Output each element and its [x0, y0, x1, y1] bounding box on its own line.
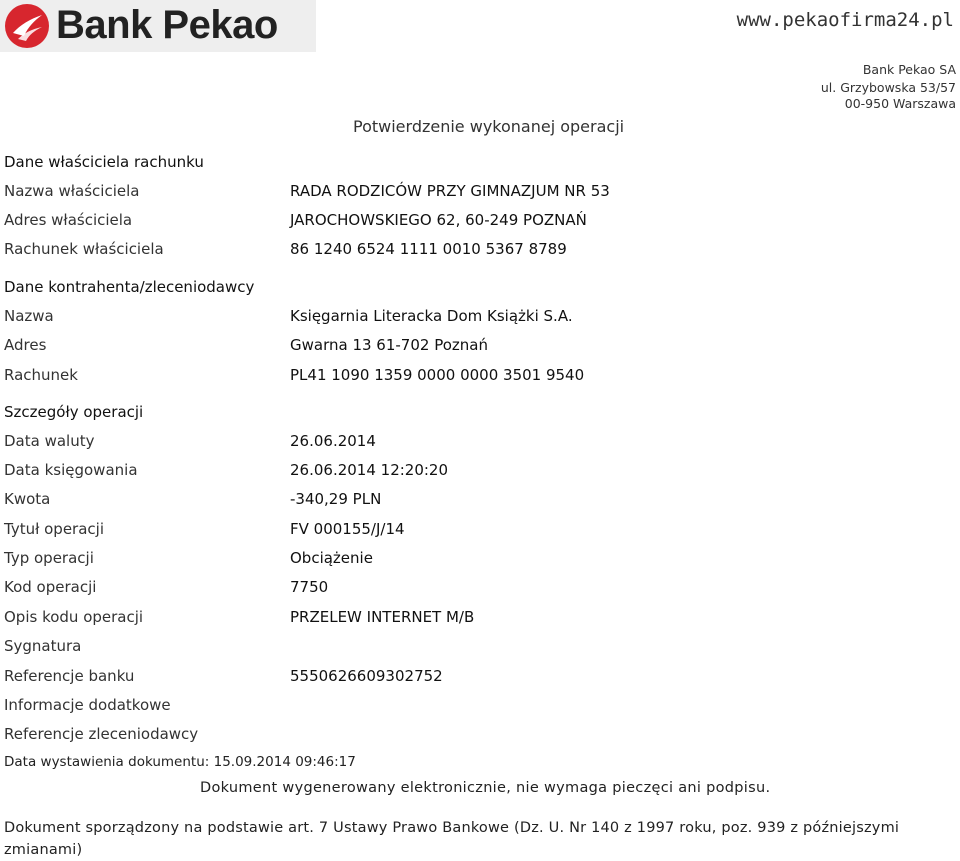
counterparty-account-label: Rachunek	[4, 366, 78, 384]
electronic-document-note: Dokument wygenerowany elektronicznie, nie wymaga pieczęci ani podpisu.	[200, 780, 771, 796]
brand-name: Bank Pekao	[56, 3, 278, 47]
detail-label-orderer-ref: Referencje zleceniodawcy	[4, 725, 199, 743]
counterparty-account-value: PL41 1090 1359 0000 0000 3501 9540	[290, 366, 585, 384]
website-link[interactable]: www.pekaofirma24.pl	[736, 9, 954, 31]
owner-section-heading: Dane właściciela rachunku	[4, 153, 204, 171]
details-section-heading: Szczegóły operacji	[4, 403, 144, 421]
detail-label-booking-date: Data księgowania	[4, 461, 138, 479]
owner-name-label: Nazwa właściciela	[4, 182, 140, 200]
detail-value-type: Obciążenie	[290, 549, 373, 567]
counterparty-name-value: Księgarnia Literacka Dom Książki S.A.	[290, 307, 573, 325]
bank-logo	[0, 0, 316, 52]
owner-account-label: Rachunek właściciela	[4, 240, 164, 258]
detail-value-title: FV 000155/J/14	[290, 520, 405, 538]
detail-value-amount: -340,29 PLN	[290, 490, 382, 508]
detail-label-bank-ref: Referencje banku	[4, 667, 135, 685]
counterparty-address-label: Adres	[4, 336, 47, 354]
owner-name-value: RADA RODZICÓW PRZY GIMNAZJUM NR 53	[290, 182, 610, 200]
owner-address-value: JAROCHOWSKIEGO 62, 60-249 POZNAŃ	[290, 211, 587, 229]
counterparty-section-heading: Dane kontrahenta/zleceniodawcy	[4, 278, 255, 296]
detail-label-code-desc: Opis kodu operacji	[4, 608, 144, 626]
document-title: Potwierdzenie wykonanej operacji	[353, 117, 625, 136]
legal-footer: Dokument sporządzony na podstawie art. 7 Ustawy Prawo Bankowe (Dz. U. Nr 140 z 1997 roku, poz. 939 z późniejszymi zmianami)	[4, 820, 900, 858]
counterparty-name-label: Nazwa	[4, 307, 54, 325]
detail-label-additional-info: Informacje dodatkowe	[4, 696, 171, 714]
detail-value-bank-ref: 5550626609302752	[290, 667, 443, 685]
owner-address-label: Adres właściciela	[4, 211, 133, 229]
bank-address-line-3: 00-950 Warszawa	[844, 96, 956, 111]
pekao-logo-icon	[4, 3, 50, 49]
detail-label-type: Typ operacji	[4, 549, 94, 567]
detail-value-booking-date: 26.06.2014 12:20:20	[290, 461, 449, 479]
detail-value-value-date: 26.06.2014	[290, 432, 376, 450]
detail-label-title: Tytuł operacji	[4, 520, 104, 538]
detail-label-value-date: Data waluty	[4, 432, 95, 450]
bank-address-line-1: Bank Pekao SA	[862, 62, 956, 77]
detail-value-code-desc: PRZELEW INTERNET M/B	[290, 608, 475, 626]
detail-label-signature: Sygnatura	[4, 637, 82, 655]
detail-value-code: 7750	[290, 578, 329, 596]
bank-address-line-2: ul. Grzybowska 53/57	[820, 80, 956, 95]
counterparty-address-value: Gwarna 13 61-702 Poznań	[290, 336, 488, 354]
detail-label-code: Kod operacji	[4, 578, 97, 596]
issue-date: Data wystawienia dokumentu: 15.09.2014 09:46:17	[4, 754, 356, 770]
detail-label-amount: Kwota	[4, 490, 51, 508]
owner-account-value: 86 1240 6524 1111 0010 5367 8789	[290, 240, 567, 258]
